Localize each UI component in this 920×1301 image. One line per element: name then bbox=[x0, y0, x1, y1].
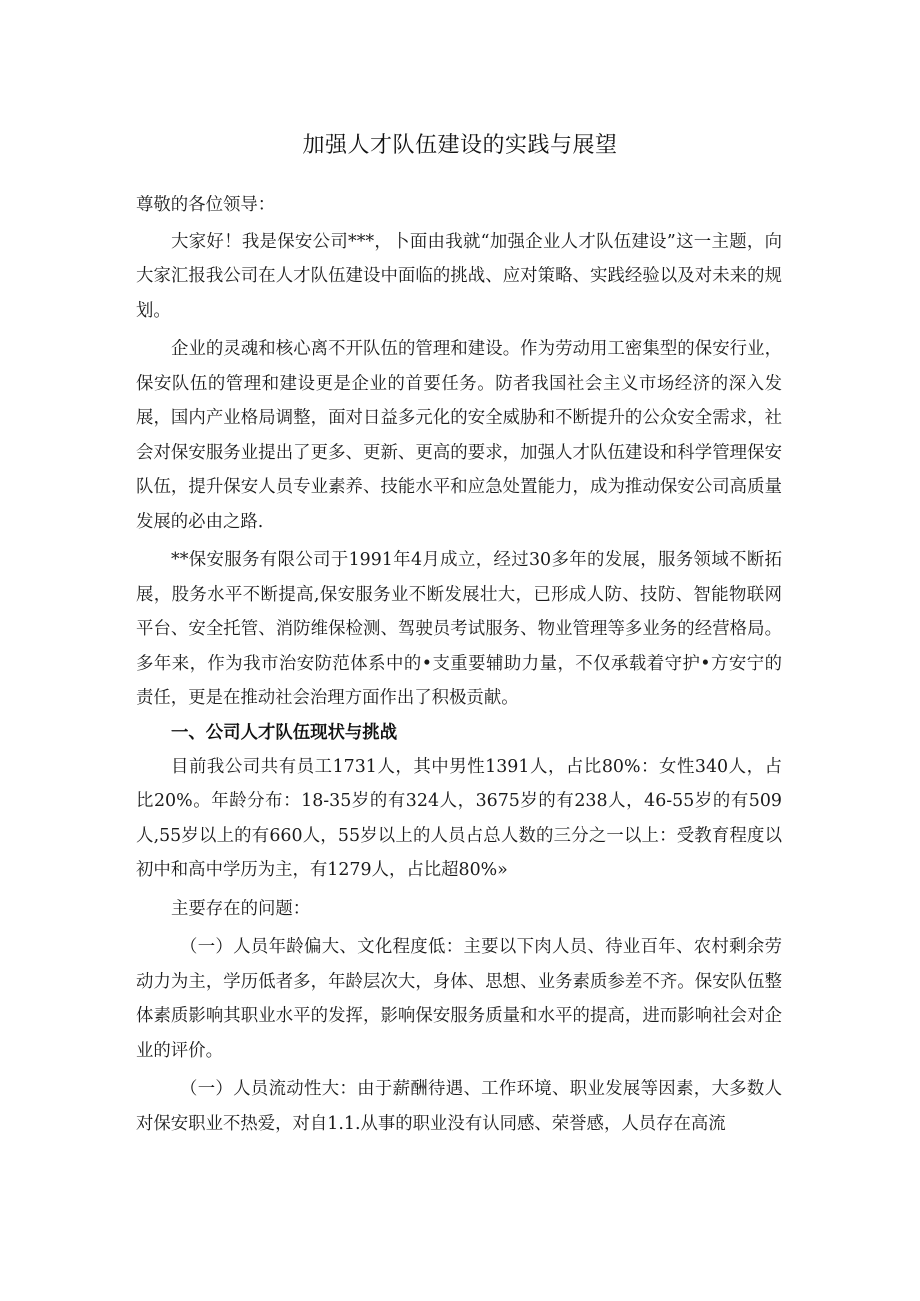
issues-label: 主要存在的问题： bbox=[171, 898, 311, 919]
intro-paragraph: 大家好！我是保安公司***，卜面由我就“加强企业人才队伍建设”这一主题，向大家汇报我公司在人才队伍建设中面临的挑战、应对策略、实践经验以及对未来的规划。 bbox=[136, 231, 782, 321]
document-body bbox=[136, 188, 782, 1141]
issue-paragraph: （一）人员年龄偏大、文化程度低：主要以下肉人员、待业百年、农村剩余劳动力为主，学历低者多，年龄层次大，身体、思想、业务素质参差不齐。保安队伍整体素质影响其职业水平的发挥，影响保安服务质量和水平的提高，进而影响社会对企业的评价。 bbox=[136, 937, 782, 1061]
page-title: 加强人才队伍建设的实践与展望 bbox=[302, 133, 618, 158]
issue-paragraph: （一）人员流动性大：由于薪酬待遇、工作环境、职业发展等因素，大多数人对保安职业不热爱，对自1.1.从事的职业没有认同感、荣誉感，人员存在高流 bbox=[136, 1079, 782, 1134]
background-paragraph: 企业的灵魂和核心离不开队伍的管理和建设。作为劳动用工密集型的保安行业，保安队伍的管理和建设更是企业的首要任务。防者我国社会主义市场经济的深入发展，国内产业格局调整，面对日益多元化的安全威胁和不断提升的公众安全需求，社会对保安服务业提出了更多、更新、更高的要求，加强人才队伍建设和科学管理保安队伍，提升保安人员专业素养、技能水平和应急处置能力，成为推动保安公司高质量发展的必由之路. bbox=[136, 339, 782, 532]
salutation: 尊敬的各位领导： bbox=[136, 195, 276, 215]
company-paragraph: **保安服务有限公司于1991年4月成立，经过30多年的发展，服务领域不断拓展，股务水平不断提高,保安服务业不断发展壮大，已形成人防、技防、智能物联网平台、安全托管、消防维保检测、驾驶员考试服务、物业管理等多业务的经营格局。多年来，作为我市治安防范体系中的•支重要辅助力量，不仅承载着守护•方安宁的责任，更是在推动社会治理方面作出了积极贡献。 bbox=[136, 550, 782, 708]
staff-stats-paragraph: 目前我公司共有员工1731人，其中男性1391人，占比80%：女性340人，占比20%。年龄分布：18-35岁的有324人，3675岁的有238人，46-55岁的有509人,55岁以上的有660人，55岁以上的人员占总人数的三分之一以上：受教育程度以初中和高中学历为主，有1279人，占比超80%» bbox=[136, 756, 782, 880]
section-heading: 一、公司人才队伍现状与挑战 bbox=[171, 722, 398, 743]
